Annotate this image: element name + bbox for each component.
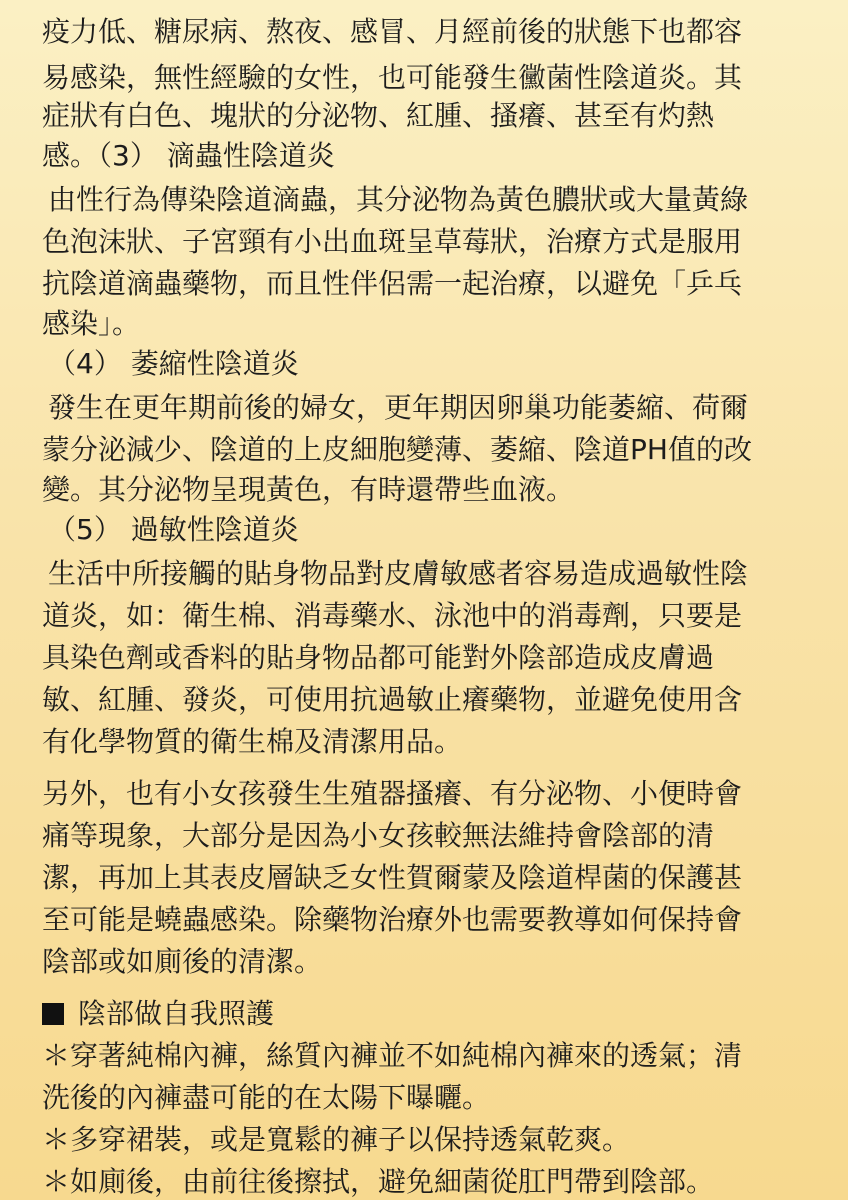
text-line: 易感染，無性經驗的女性，也可能發生黴菌性陰道炎。其 bbox=[42, 61, 743, 94]
paragraph-line: 痛等現象，大部分是因為小女孩較無法維持會陰部的清 bbox=[42, 819, 715, 852]
text-line: 感染」。 bbox=[42, 307, 141, 340]
black-square-icon bbox=[42, 1003, 64, 1025]
text-line: 發生在更年期前後的婦女，更年期因卵巢功能萎縮、荷爾 bbox=[48, 391, 749, 424]
section-heading-4: （4） 萎縮性陰道炎 bbox=[48, 347, 299, 380]
text-line: 具染色劑或香料的貼身物品都可能對外陰部造成皮膚過 bbox=[42, 641, 715, 674]
text-line: 症狀有白色、塊狀的分泌物、紅腫、搔癢、甚至有灼熱 bbox=[42, 99, 715, 132]
self-care-heading-label: 陰部做自我照護 bbox=[78, 997, 275, 1030]
bullet-line: ＊如廁後，由前往後擦拭，避免細菌從肛門帶到陰部。 bbox=[42, 1165, 715, 1198]
section-heading-3: 感。（3） 滴蟲性陰道炎 bbox=[42, 139, 335, 172]
text-line: 疫力低、糖尿病、熬夜、感冒、月經前後的狀態下也都容 bbox=[42, 15, 743, 48]
bullet-line: ＊穿著純棉內褲，絲質內褲並不如純棉內褲來的透氣；清 bbox=[42, 1039, 743, 1072]
self-care-heading bbox=[42, 996, 274, 1032]
text-line: 色泡沫狀、子宮頸有小出血斑呈草莓狀，治療方式是服用 bbox=[42, 225, 743, 258]
text-line: 敏、紅腫、發炎，可使用抗過敏止癢藥物，並避免使用含 bbox=[42, 683, 743, 716]
text-line: 由性行為傳染陰道滴蟲，其分泌物為黃色膿狀或大量黃綠 bbox=[48, 183, 749, 216]
text-line: 抗陰道滴蟲藥物，而且性伴侶需一起治療，以避免「乒乓 bbox=[42, 267, 743, 300]
text-line: 蒙分泌減少、陰道的上皮細胞變薄、萎縮、陰道PH值的改 bbox=[42, 433, 752, 466]
paragraph-line: 至可能是蟯蟲感染。除藥物治療外也需要教導如何保持會 bbox=[42, 903, 743, 936]
text-line: 變。其分泌物呈現黃色，有時還帶些血液。 bbox=[42, 473, 575, 506]
paragraph-line: 另外，也有小女孩發生生殖器搔癢、有分泌物、小便時會 bbox=[42, 777, 743, 810]
paragraph-line: 潔，再加上其表皮層缺乏女性賀爾蒙及陰道桿菌的保護甚 bbox=[42, 861, 743, 894]
text-line: 道炎，如：衛生棉、消毒藥水、泳池中的消毒劑，只要是 bbox=[42, 599, 743, 632]
bullet-line: ＊多穿裙裝，或是寬鬆的褲子以保持透氣乾爽。 bbox=[42, 1123, 631, 1156]
paragraph-line: 陰部或如廁後的清潔。 bbox=[42, 945, 323, 978]
section-heading-5: （5） 過敏性陰道炎 bbox=[48, 513, 299, 546]
bullet-line: 洗後的內褲盡可能的在太陽下曝曬。 bbox=[42, 1081, 491, 1114]
text-line: 生活中所接觸的貼身物品對皮膚敏感者容易造成過敏性陰 bbox=[48, 557, 749, 590]
text-line: 有化學物質的衛生棉及清潔用品。 bbox=[42, 725, 463, 758]
